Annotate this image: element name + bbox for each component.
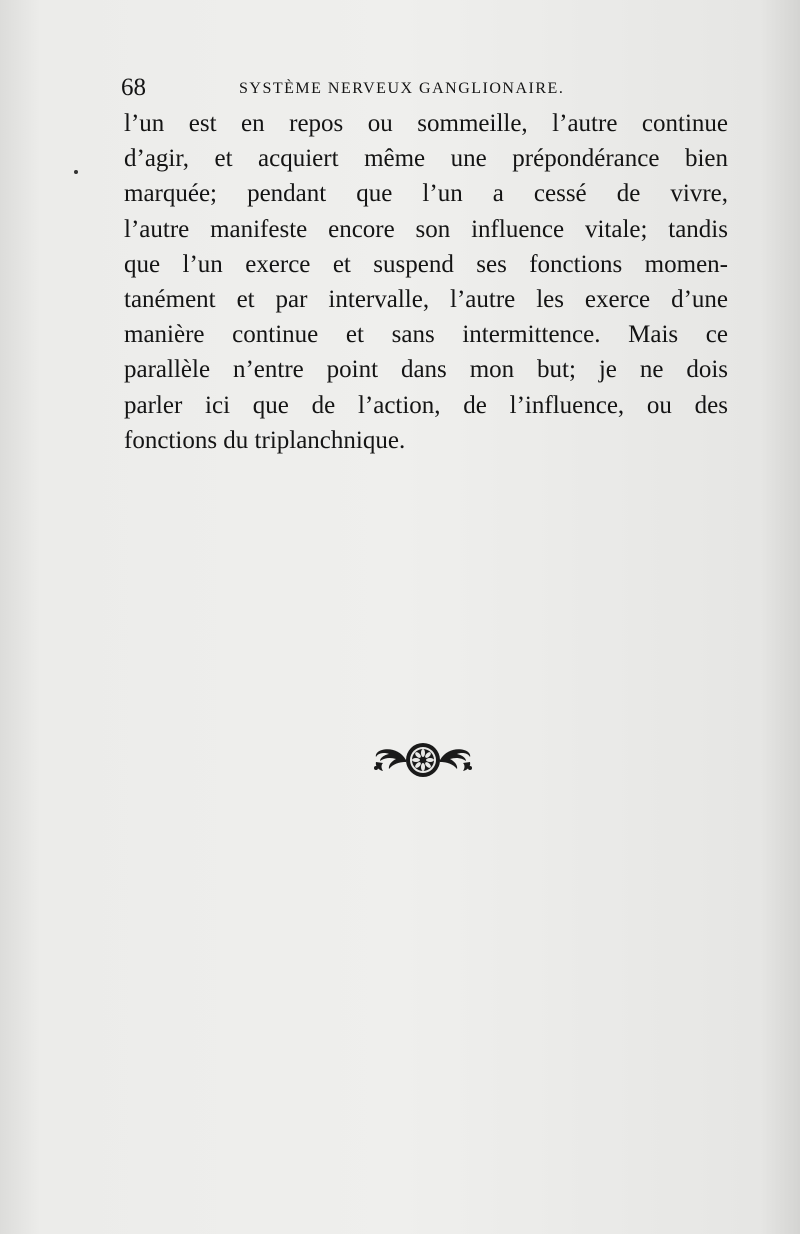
page-header <box>121 72 721 104</box>
text-line: manière continue et sans intermittence. Mais ce <box>124 321 728 349</box>
text-line: parallèle n’entre point dans mon but; je ne dois <box>124 356 728 384</box>
text-line: d’agir, et acquiert même une prépondérance bien <box>124 145 728 173</box>
body-paragraph <box>124 106 728 458</box>
text-line: fonctions du triplanchnique. <box>124 426 406 454</box>
text-line: tanément et par intervalle, l’autre les exerce d’une <box>124 285 728 313</box>
text-line: l’un est en repos ou sommeille, l’autre continue <box>124 110 728 137</box>
text-line: que l’un exerce et suspend ses fonctions momen- <box>124 250 728 278</box>
text-line: marquée; pendant que l’un a cessé de vivre, <box>124 180 728 208</box>
fleuron-ornament-icon <box>372 740 474 780</box>
text-line: l’autre manifeste encore son influence vitale; tandis <box>124 215 728 243</box>
running-title: SYSTÈME NERVEUX GANGLIONAIRE. <box>239 80 565 97</box>
margin-speck <box>74 170 78 174</box>
text-line: parler ici que de l’action, de l’influence, ou des <box>124 391 728 419</box>
page-number: 68 <box>121 74 146 101</box>
